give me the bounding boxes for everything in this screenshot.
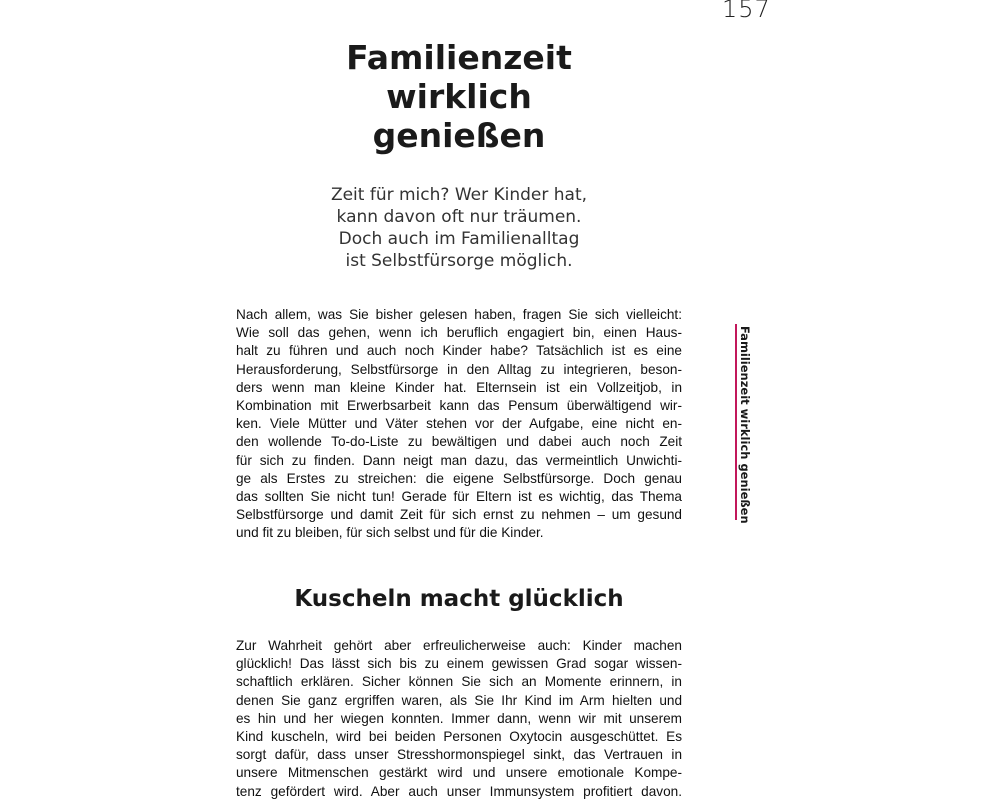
intro-line: kann davon oft nur träumen. — [336, 207, 582, 227]
text-line: unsere Mitmenschen gestärkt wird und unsere emotionale Kompe- — [236, 765, 682, 781]
intro-line: ist Selbstfürsorge möglich. — [345, 251, 573, 271]
text-line: tenz gefördert wird. Aber auch unser Immunsystem profitiert davon. — [236, 783, 682, 799]
text-line: Wie soll das gehen, wenn ich beruflich engagiert bin, einen Haus- — [236, 325, 682, 341]
chapter-title — [300, 38, 618, 155]
text-line: ders wenn man kleine Kinder hat. Elternsein ist ein Vollzeitjob, in — [236, 379, 682, 395]
text-line: halt zu führen und auch noch Kinder habe? Tatsächlich ist es eine — [236, 343, 682, 359]
text-line: denen Sie ganz ergriffen waren, als Sie Ihr Kind im Arm hielten und — [236, 692, 682, 708]
section-heading: Kuscheln macht glücklich — [294, 586, 624, 612]
text-line: sorgt dafür, dass unser Stresshormonspiegel sinkt, das Vertrauen in — [236, 747, 682, 763]
intro-line: Zeit für mich? Wer Kinder hat, — [330, 185, 588, 205]
running-head — [735, 324, 752, 524]
chapter-title-line: wirklich — [386, 77, 532, 116]
text-line: es hin und her wiegen konnten. Immer dann, wenn wir mit unserem — [236, 710, 682, 726]
text-line: schaftlich erklären. Sicher können Sie sich an Momente erinnern, in — [236, 674, 682, 690]
text-line: Selbstfürsorge und damit Zeit für sich ernst zu nehmen – um gesund — [236, 507, 682, 523]
text-line: Zur Wahrheit gehört aber erfreulicherweise auch: Kinder machen — [236, 638, 682, 653]
text-line: ken. Viele Mütter und Väter stehen vor der Aufgabe, eine nicht en- — [236, 416, 682, 432]
text-line: für sich zu finden. Dann neigt man dazu, das vermeintlich Unwichti- — [236, 452, 682, 468]
body-paragraph-2 — [236, 637, 682, 801]
page-number: 157 — [722, 0, 771, 23]
running-head-label: Familienzeit wirklich genießen — [738, 326, 752, 524]
text-line: den wollende To-do-Liste zu bewältigen und dabei auch noch Zeit — [236, 434, 682, 450]
body-paragraph-1 — [236, 306, 682, 543]
text-line: glücklich! Das lässt sich bis zu einem gewissen Grad sogar wissen- — [236, 656, 682, 672]
chapter-title-line: genießen — [372, 116, 546, 155]
text-line: Kind kuscheln, wird bei beiden Personen Oxytocin ausgeschüttet. Es — [236, 729, 682, 745]
text-line: Herausforderung, Selbstfürsorge in den Alltag zu integrieren, beson- — [236, 361, 682, 377]
text-line: und fit zu bleiben, für sich selbst und für die Kinder. — [236, 525, 544, 541]
chapter-intro — [300, 184, 618, 272]
text-line: Nach allem, was Sie bisher gelesen haben, fragen Sie sich vielleicht: — [236, 307, 682, 322]
text-line: ge als Erstes zu streichen: die eigene Selbstfürsorge. Doch genau — [236, 470, 682, 486]
intro-line: Doch auch im Familienalltag — [338, 229, 580, 249]
text-line: Kombination mit Erwerbsarbeit kann das Pensum überwältigend wir- — [236, 398, 682, 414]
chapter-title-line: Familienzeit — [346, 38, 572, 77]
text-line: das sollten Sie nicht tun! Gerade für Eltern ist es wichtig, das Thema — [236, 489, 682, 505]
